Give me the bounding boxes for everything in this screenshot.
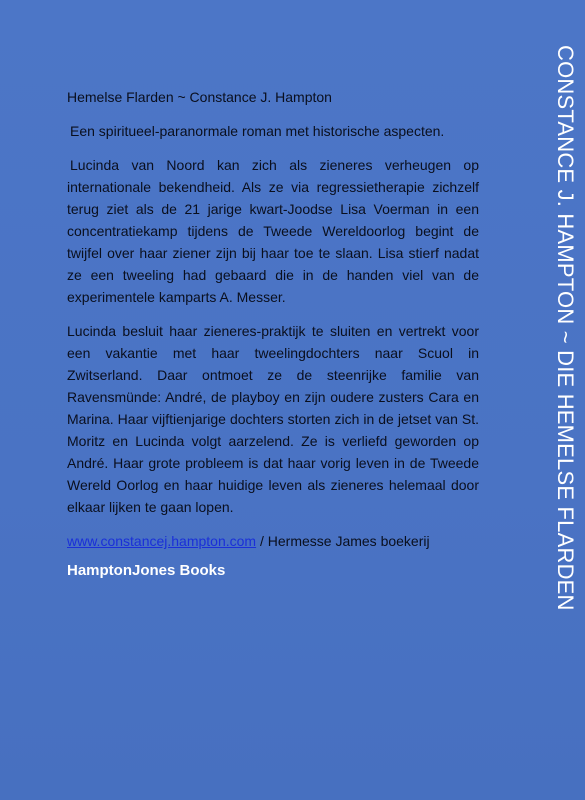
book-spine	[547, 45, 583, 715]
website-line	[67, 530, 479, 552]
spine-title: CONSTANCE J. HAMPTON ~ DIE HEMELSE FLARDEN	[553, 45, 578, 611]
cover-text-block	[67, 86, 479, 582]
website-suffix: / Hermesse James boekerij	[256, 533, 430, 549]
title-author-line: Hemelse Flarden ~ Constance J. Hampton	[67, 89, 332, 105]
website-link[interactable]: www.constancej.hampton.com	[67, 533, 257, 549]
synopsis-paragraph-1: Lucinda van Noord kan zich als zieneres verheugen op internationale bekendheid. Als ze via regressietherapie zichzelf terug ziet als de 21 jarige kwart-Joodse Lisa Voerman in een concentratiekamp tijdens de Tweede Wereldoorlog begint de twijfel over haar ziener zijn bij haar toe te slaan. Lisa stierf nadat ze een tweeling had gebaard die in de handen viel van de experimentele kamparts A. Messer.	[67, 157, 479, 305]
publisher-name: HamptonJones Books	[67, 562, 226, 579]
genre-intro: Een spiritueel-paranormale roman met historische aspecten.	[70, 123, 445, 139]
synopsis-paragraph-2: Lucinda besluit haar zieneres-praktijk te sluiten en vertrekt voor een vakantie met haar tweelingdochters naar Scuol in Zwitserland. Daar ontmoet ze de steenrijke familie van Ravensmünde: André, de playboy en zijn oudere zusters Cara en Marina. Haar vijftienjarige dochters storten zich in de jetset van St. Moritz en Lucinda volgt aarzelend. Ze is verliefd geworden op André. Haar grote probleem is dat haar vorig leven in de Tweede Wereld Oorlog en haar huidige leven als zieneres helemaal door elkaar lijken te gaan lopen.	[67, 323, 479, 515]
